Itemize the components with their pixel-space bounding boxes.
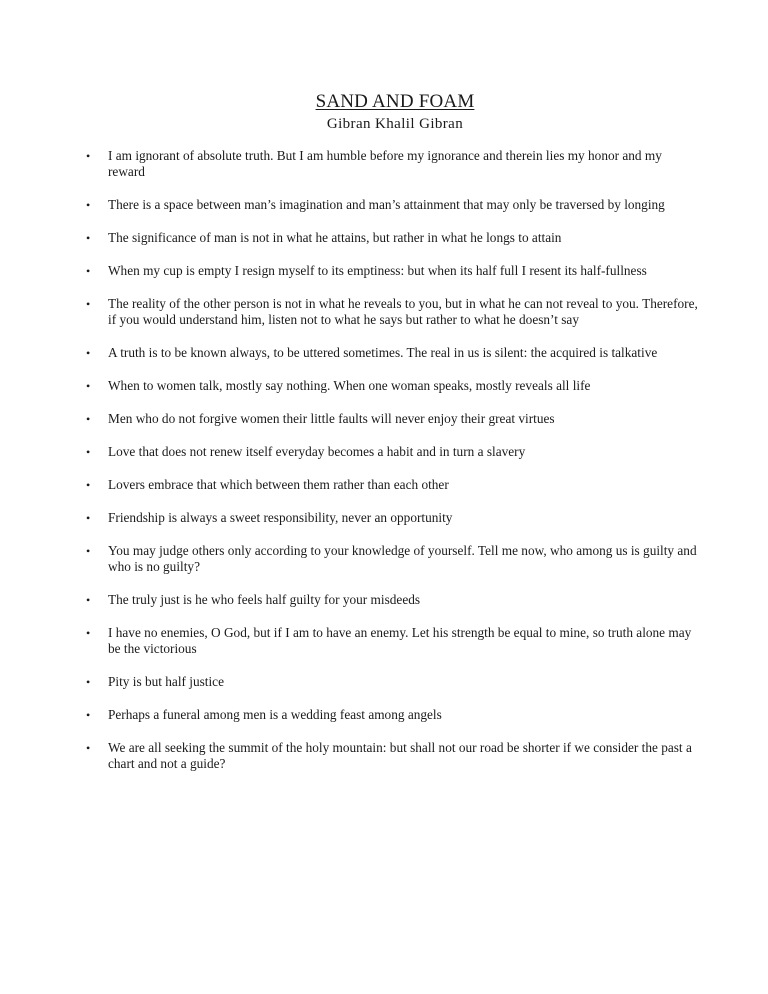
quote-text: A truth is to be known always, to be uttered sometimes. The real in us is silent: the acquired is talkative: [108, 345, 658, 360]
quote-text: I am ignorant of absolute truth. But I am humble before my ignorance and therein lies my honor and my reward: [108, 148, 662, 179]
quote-list-item: [0, 197, 698, 213]
bullet-icon: •: [86, 626, 91, 640]
quote-list: [0, 148, 698, 789]
quote-text: Love that does not renew itself everyday becomes a habit and in turn a slavery: [108, 444, 526, 459]
quote-text: Friendship is always a sweet responsibility, never an opportunity: [108, 510, 453, 525]
quote-list-item: [0, 378, 698, 394]
quote-list-item: [0, 263, 698, 279]
quote-list-item: [0, 411, 698, 427]
bullet-icon: •: [86, 445, 91, 459]
bullet-icon: •: [86, 379, 91, 393]
quote-list-item: [0, 707, 698, 723]
quote-list-item: [0, 444, 698, 460]
bullet-icon: •: [86, 544, 91, 558]
document-title: SAND AND FOAM: [315, 91, 475, 112]
quote-text: Men who do not forgive women their little faults will never enjoy their great virtues: [108, 411, 555, 426]
quote-text: Lovers embrace that which between them rather than each other: [108, 477, 449, 492]
bullet-icon: •: [86, 346, 91, 360]
quote-text: When to women talk, mostly say nothing. When one woman speaks, mostly reveals all life: [108, 378, 591, 393]
bullet-icon: •: [86, 149, 91, 163]
bullet-icon: •: [86, 412, 91, 426]
bullet-icon: •: [86, 478, 91, 492]
bullet-icon: •: [86, 511, 91, 525]
quote-text: The reality of the other person is not in what he reveals to you, but in what he can not reveal to you. Therefore, if you would understand him, listen not to what he says but rather to what he doesn’t say: [108, 296, 698, 327]
quote-text: The significance of man is not in what he attains, but rather in what he longs to attain: [108, 230, 562, 245]
bullet-icon: •: [86, 231, 91, 245]
quote-text: There is a space between man’s imagination and man’s attainment that may only be traversed by longing: [108, 197, 665, 212]
quote-text: You may judge others only according to your knowledge of yourself. Tell me now, who among us is guilty and who is no guilty?: [108, 543, 697, 574]
bullet-icon: •: [86, 708, 91, 722]
quote-list-item: [0, 740, 698, 772]
quote-list-item: [0, 625, 698, 657]
bullet-icon: •: [86, 593, 91, 607]
quote-list-item: [0, 543, 698, 575]
bullet-icon: •: [86, 264, 91, 278]
bullet-icon: •: [86, 198, 91, 212]
document-author: Gibran Khalil Gibran: [326, 116, 464, 132]
quote-list-item: [0, 592, 698, 608]
quote-list-item: [0, 477, 698, 493]
quote-text: Pity is but half justice: [108, 674, 224, 689]
quote-text: The truly just is he who feels half guilty for your misdeeds: [108, 592, 421, 607]
bullet-icon: •: [86, 741, 91, 755]
quote-list-item: [0, 296, 698, 328]
bullet-icon: •: [86, 297, 91, 311]
quote-text: When my cup is empty I resign myself to its emptiness: but when its half full I resent its half-fullness: [108, 263, 647, 278]
quote-text: We are all seeking the summit of the holy mountain: but shall not our road be shorter if we consider the past a chart and not a guide?: [108, 740, 692, 771]
quote-text: Perhaps a funeral among men is a wedding feast among angels: [108, 707, 442, 722]
quote-list-item: [0, 510, 698, 526]
quote-text: I have no enemies, O God, but if I am to have an enemy. Let his strength be equal to mine, so truth alone may be the victorious: [108, 625, 692, 656]
quote-list-item: [0, 230, 698, 246]
quote-list-item: [0, 148, 698, 180]
quote-list-item: [0, 345, 698, 361]
bullet-icon: •: [86, 675, 91, 689]
quote-list-item: [0, 674, 698, 690]
